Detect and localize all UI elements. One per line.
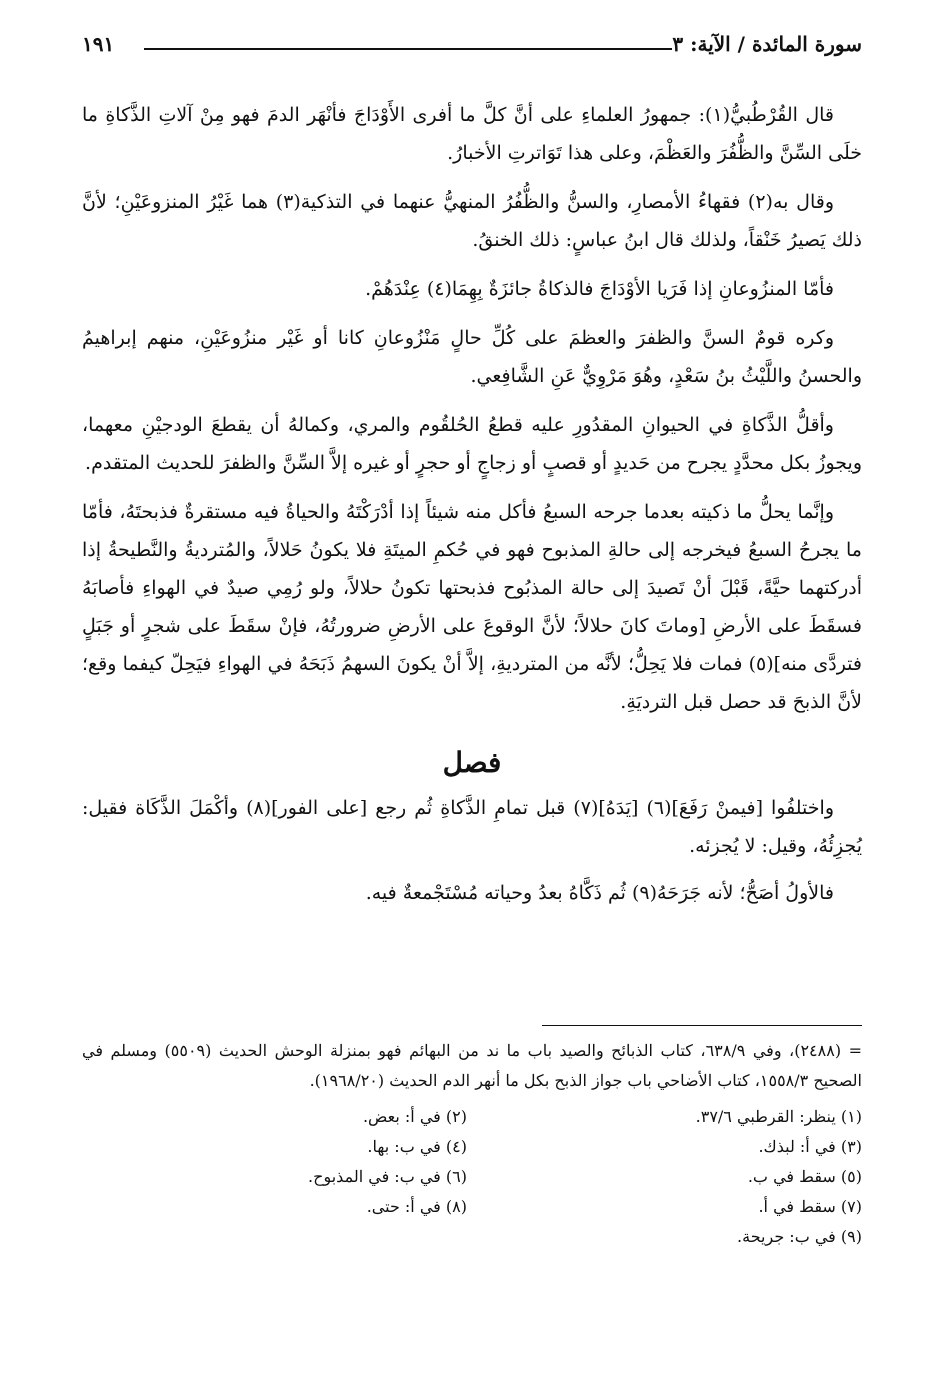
footnote-item: (٣) في أ: لبذك. — [758, 1137, 862, 1156]
footnotes — [82, 1025, 862, 1252]
paragraph: وأقلُّ الذَّكاةِ في الحيوانِ المقدُورِ عليه قطعُ الحُلقُوم والمري، وكمالهُ أن يقطعَ الودجيْنِ معهما، ويجوزُ بكل محدَّدٍ يجرح من حَديدٍ أو قصبٍ أو زجاجٍ أو حجرٍ أو غيره إلاَّ السِّنَّ والظفرَ للحديث المتقدم. — [82, 414, 862, 474]
section-heading: فصل — [442, 746, 502, 779]
footnote-item: (٦) في ب: في المذبوح. — [308, 1167, 467, 1186]
footnote-item: (٧) سقط في أ. — [758, 1197, 862, 1216]
footnote-item: (٨) في أ: حتى. — [366, 1197, 467, 1216]
footnote-list — [82, 1102, 862, 1252]
footnote-item: (٥) سقط في ب. — [747, 1167, 862, 1186]
paragraph: وإنَّما يحلُّ ما ذكيته بعدما جرحه السبعُ فأكل منه شيئاً إذا أدْرَكْتَهُ والحياةُ فيه مستقرةٌ فذبحتَهُ، فأمّا ما يجرحُ السبعُ فيخرجه إلى حالةِ المذبوح فهو في حُكمِ الميتَةِ فلا يكونُ حَلالاً، والمُترديةُ والنَّطيحةُ إذا أدركتهما حيَّةً، قَبْلَ أنْ تَصيدَ إلى حالة المذبُوح فذبحتها تكونُ حلالاً، ولو رُمِي صيدٌ في الهواءِ فأصابَهُ فسقَطَ على الأرضِ [وماتَ كانَ حلالاً؛ لأنَّ الوقوعَ على الأرضِ ضرورتُهُ، فإنْ سقَطَ على شجرٍ أو جَبَلٍ فتردَّى منه](٥) فمات فلا يَحِلُّ؛ لأنَّه من المترديةِ، إلاَّ أنْ يكونَ السهمُ ذَبَحَهُ في الهواءِ فيَحِلّ كيفما وقع؛ لأنَّ الذبحَ قد حصل قبل الترديَةِ. — [82, 501, 862, 713]
footnote-rule — [542, 1025, 862, 1026]
page-number: ١٩١ — [82, 32, 115, 56]
paragraph: فالأولُ أصَحُّ؛ لأنه جَرَحَهُ(٩) ثُم ذَكَّاهُ بعدُ وحياته مُسْتَجْمعةٌ فيه. — [365, 882, 834, 904]
footnote-item: (٢) في أ: بعض. — [362, 1107, 467, 1126]
main-text — [82, 96, 862, 921]
paragraph: وكره قومٌ السنَّ والظفرَ والعظمَ على كُلِّ حالٍ مَنْزُوعانِ كانا أو غَيْر منزُوعَيْنِ، منهم إبراهيمُ والحسنُ واللَّيْثُ بنُ سَعْدٍ، وهُوَ مَرْوِيٌّ عَنِ الشَّافِعي. — [82, 327, 862, 387]
header-rule — [144, 48, 672, 50]
paragraph: وقال به(٢) فقهاءُ الأمصارِ، والسنُّ والظُّفُرُ المنهيُّ عنهما في التذكية(٣) هما غَيْرُ المنزوعَيْنِ؛ لأنَّ ذلك يَصيرُ خَنْقاً، ولذلك قال ابنُ عباسٍ: ذلك الخنقُ. — [82, 191, 862, 251]
footnote-item: (١) ينظر: القرطبي ٣٧/٦. — [695, 1107, 862, 1126]
paragraph: واختلفُوا [فيمنْ رَفَعَ](٦) [يَدَهُ](٧) قبل تمامِ الذَّكاةِ ثُم رجع [على الفور](٨) وأكْمَلَ الذَّكَاة فقيل: يُجزِئُهُ، وقيل: لا يُجزئه. — [82, 797, 862, 857]
running-title: سورة المائدة / الآية: ٣ — [672, 32, 862, 56]
footnote-item: (٤) في ب: بها. — [367, 1137, 467, 1156]
footnote-continuation: = (٢٤٨٨)، وفي ٦٣٨/٩، كتاب الذبائح والصيد باب ما ند من البهائم فهو بمنزلة الوحش الحديث (٥٥٠٩) ومسلم في الصحيح ١٥٥٨/٣، كتاب الأضاحي باب جواز الذبح بكل ما أنهر الدم الحديث (١٩٦٨/٢٠). — [82, 1041, 862, 1090]
footnote-item: (٩) في ب: جريحة. — [737, 1227, 862, 1246]
page-header — [82, 30, 862, 64]
paragraph: فأمّا المنزُوعانِ إذا فَرَيا الأوْدَاجَ فالذكاةُ جائزَةٌ بِهِمَا(٤) عِنْدَهُمْ. — [365, 278, 834, 300]
paragraph: قال القُرْطُبيُّ(١): جمهورُ العلماءِ على أنَّ كلَّ ما أفرى الأَوْدَاجَ فأنْهَر الدمَ فهو مِنْ آلاتِ الذَّكاةِ ما خلَى السِّنَّ والظُّفُرَ والعَظْمَ، وعلى هذا تَوَاترتِ الأخبارُ. — [82, 104, 862, 164]
